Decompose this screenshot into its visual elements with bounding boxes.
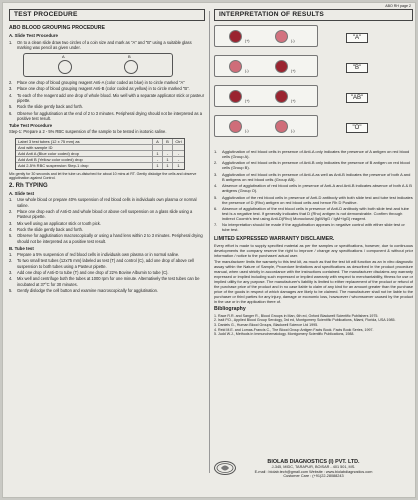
company-address: J-345, MIDC, TARAPUR, BOISAR - 401 501, MS. [271, 465, 356, 469]
rh-tube-step: 2. To two small test tubes (12x75 mm) labeled as test (T) and control (C), add one drop of above cell suspension to both tubes using a Pasteur pipette. [9, 258, 195, 269]
abo-title: ABO BLOOD GROUPING PROCEDURE [9, 25, 105, 31]
result-card [214, 25, 318, 47]
bib-item: 3. Daniels G., Human Blood Groups, Blackwell Science Ltd 1995. [214, 322, 319, 327]
group-row-o [214, 115, 413, 145]
reaction-circle-right [275, 30, 288, 43]
tube-table-header: Label 3 test tubes (12 x 75 mm) as A B Ctrl [16, 139, 184, 144]
circle-b [124, 60, 138, 74]
company-contact: E-mail : biolab.tech@gmail.com Website : www.biolabdiagnostics.com [254, 469, 373, 474]
rh-slide-step: 1. Use whole blood or prepare 40% suspension of red blood cells in individuals own plasma or normal saline. [9, 197, 197, 208]
left-column [9, 9, 205, 294]
slide-test-title: A. Slide Test Procedure [9, 33, 58, 39]
page-ref: ABO RH page 2 [385, 4, 411, 8]
company-name: BIOLAB DIAGNOSTICS (I) PVT. LTD. [267, 459, 360, 465]
slide-label-a: A [62, 54, 65, 60]
interpretation-title: INTERPRETATION OF RESULTS [214, 9, 413, 21]
tube-table [15, 138, 185, 170]
tube-table-row: Add Anti B (Yellow color coded) drop - 1 - [16, 156, 184, 162]
reaction-circle-left [229, 60, 242, 73]
step-1: 1. On to a clean slide draw two circles of a coin size and mark as "A" and "B" using a suitable glass marking wax pencil as given under. [9, 39, 192, 50]
warranty-paragraph-2: The manufacturer limits the warranty to this test kit, as much as that the test kit will function as an in vitro diagnostic assay within the Nature of Sample, Procedure limitations and specifications as described in the product procedure manual, when used strictly in accordance with the instructions contained. The manufacturer disclaims any warranty expressed or implied including such expressed or implied warranty with respect to merchantability, fitness for use or implied utility for any purpose. The manufacturer's liability is limited to either replacement of the product or refund of the purchase price of the product and in no case liable to claim of any kind for an amount greater than the purchase price of the goods in respect of which damages are likely to be claimed. The manufacturer shall not be liable to the purchaser or third parties for any injury, damage or economic loss, howsoever / whomsoever caused by the product in the use or in the application there of. [214, 259, 413, 305]
sign-right: (-) [291, 39, 295, 43]
tube-table-row: And with sample ID [16, 144, 184, 150]
rh-slide-title: A. Slide test [9, 191, 35, 197]
group-row-b [214, 55, 413, 85]
reaction-circle-left [229, 30, 242, 43]
rh-slide-step: 5. Observe for agglutination macroscopically or using a hand lens within 2 to 3 minutes. Peripheral drying should not be interpreted as a positive test result. [9, 233, 203, 244]
company-footer [214, 459, 413, 479]
rh-tube-step: 3. Add one drop of Anti-D to tube (T) and one drop of 22% Bovine Albumin to tube (C). [9, 269, 169, 275]
step-5: 5. Rock the slide gently back and forth. [9, 104, 83, 110]
result-item: 5. Agglutination of the red blood cells in presence of Anti-D antibody with both slide test and tube test indicates the presence of D (Rho) antigen on red blood cells and hence Rh D Positive. [214, 194, 413, 205]
sign-right: (+) [291, 99, 296, 103]
tube-table-row: Add Anti A (Blue color coded) drop 1 - - [16, 150, 184, 156]
group-label: "B" [346, 63, 368, 73]
step-6: 6. Observe for agglutination at the end of 2 to 3 minutes. Peripheral drying should not be interpreted as a positive test result. [9, 110, 203, 121]
rh-slide-step: 2. Place one drop each of Anti-D and whole blood or above cell suspension on a glass slide using a Pasteur pipette. [9, 209, 193, 220]
right-column [214, 9, 413, 337]
logo-icon [215, 462, 235, 474]
rh-tube-title: B. Tube test [9, 245, 34, 251]
result-item: 4. Absence of agglutination of red blood cells in presence of Anti-A and Anti-B indicates absence of both A & B antigens (Group O). [214, 183, 412, 194]
warranty-paragraph-1: Every effort is made to supply specified material as per the samples or specifications, however, due to continuous developments the company reserve the right to improve / change any specifications / component & without prior information / notice to the purchaser/ actual user. [214, 242, 413, 258]
tube-table-row: Add 2-5% RBC suspension Step-1 drop 1 1 1 [16, 162, 184, 168]
rh-slide-step: 3. Mix well using an applicator stick or tooth pick. [9, 220, 101, 226]
result-card [214, 85, 318, 107]
company-logo [214, 461, 236, 475]
circle-a [58, 60, 72, 74]
sign-left: (+) [245, 39, 250, 43]
result-item: 1. Agglutination of red blood cells in presence of Anti-A only indicates the presence of A antigen on red blood cells (Group A). [214, 149, 410, 160]
tube-step-1: Step-1: Prepare a 2 - 5% RBC suspension of the sample to be tested in isotonic saline. [9, 129, 167, 135]
sign-right: (-) [291, 129, 295, 133]
reaction-circle-left [229, 120, 242, 133]
customer-care: Customer Care : (+91)22-28088243 [283, 474, 344, 479]
result-item: 2. Agglutination of red blood cells in presence of Anti-B only indicates the presence of B antigen on red blood cells (Group B). [214, 160, 410, 171]
result-card [214, 55, 318, 77]
group-label: "A" [346, 33, 368, 43]
group-label: "AB" [346, 93, 368, 103]
group-row-ab [214, 85, 413, 115]
reaction-circle-right [275, 90, 288, 103]
tube-note: Mix gently for 30 seconds and let the tube un-disturbed for about 10 mins at RT. Gently dislodge the cells and observe agglutination against Control. [9, 171, 197, 181]
sign-left: (-) [245, 69, 249, 73]
reaction-circle-right [275, 120, 288, 133]
column-divider [209, 11, 210, 473]
rh-title: 2. Rh TYPING [9, 182, 48, 189]
result-item: 7. No interpretation should be made if the agglutination appears in negative control with either slide test or tube test. [214, 222, 405, 233]
step-2: 2. Place one drop of blood grouping reagent Anti-A (color coded as blue) in to circle marked "A" [9, 80, 185, 86]
interpretation-chart [214, 25, 413, 145]
rh-slide-step: 4. Rock the slide gently back and forth. [9, 226, 83, 232]
result-item: 3. Agglutination of red blood cells in presence of Anti-A as well as Anti-B indicates the presence of both A and B antigens on red blood cells (Group AB). [214, 171, 411, 182]
result-item: 6. Absence of agglutination of the red blood cells in presence of Anti-D antibody with both slide test and tube test is a negative test. If generally indicates that D (Rho) antigen is not demonstrable. Confirm through indirect Coomb's test using Anti-D(Rho) Monoclonal (IgM/IgG / IgM+IgG) reagent. [214, 205, 410, 222]
warranty-title: LIMITED EXPRESSED WARRANTY DISCLAIMER. [214, 235, 335, 242]
tube-test-title: Tube Test Procedure [9, 123, 53, 129]
rh-tube-step: 1. Prepare a 5% suspension of red blood cells in individuals own plasma or in normal saline. [9, 251, 180, 257]
slide-label-b: B [128, 54, 131, 60]
test-procedure-title: TEST PROCEDURE [9, 9, 205, 21]
bib-item: 4. Reid M.E. and Lomas-Francis C., The Blood Group Antigen Facts Book. Facts Book Series, 1997. [214, 327, 374, 332]
result-card [214, 115, 318, 137]
rh-tube-step: 4. Mix well and centrifuge both the tubes at 1000 rpm for one minute. Alternatively the test tubes can be incubated at 37°C for 30 minutes. [9, 276, 200, 287]
group-label: "O" [346, 123, 368, 133]
group-row-a [214, 25, 413, 55]
bib-item: 2. Issit P.D., Applied Blood Group Serology, 3rd ed, Montgomery Scientific Publications, Miami, Florida, USA 1985. [214, 318, 396, 323]
bibliography-title: Bibliography [214, 306, 246, 313]
document-page [2, 2, 416, 498]
step-3: 3. Place one drop of blood grouping reagent Anti-B (color coded as yellow) in to circle marked "B". [9, 86, 190, 92]
results-list [214, 149, 413, 233]
sign-right: (+) [291, 69, 296, 73]
sign-left: (+) [245, 99, 250, 103]
sign-left: (-) [245, 129, 249, 133]
reaction-circle-left [229, 90, 242, 103]
bib-item: 5. Judd W.J., Methods in Immunohematology. Montgomery Scientific Publications, 1988. [214, 332, 355, 337]
step-4: 4. To each of the reagent add one drop of whole blood. Mix well with a separate applicator stick or pasteur pipette. [9, 92, 205, 103]
bib-item: 1. Race R.R. and Sanger R., Blood Groups in Man, 6th ed, Oxford Blackwell Scientific Publishers 1975. [214, 313, 379, 318]
reaction-circle-right [275, 60, 288, 73]
rh-tube-step: 5. Gently dislodge the cell button and examine macroscopically for agglutination. [9, 287, 159, 293]
bibliography-list [214, 314, 413, 337]
slide-diagram [23, 53, 173, 77]
